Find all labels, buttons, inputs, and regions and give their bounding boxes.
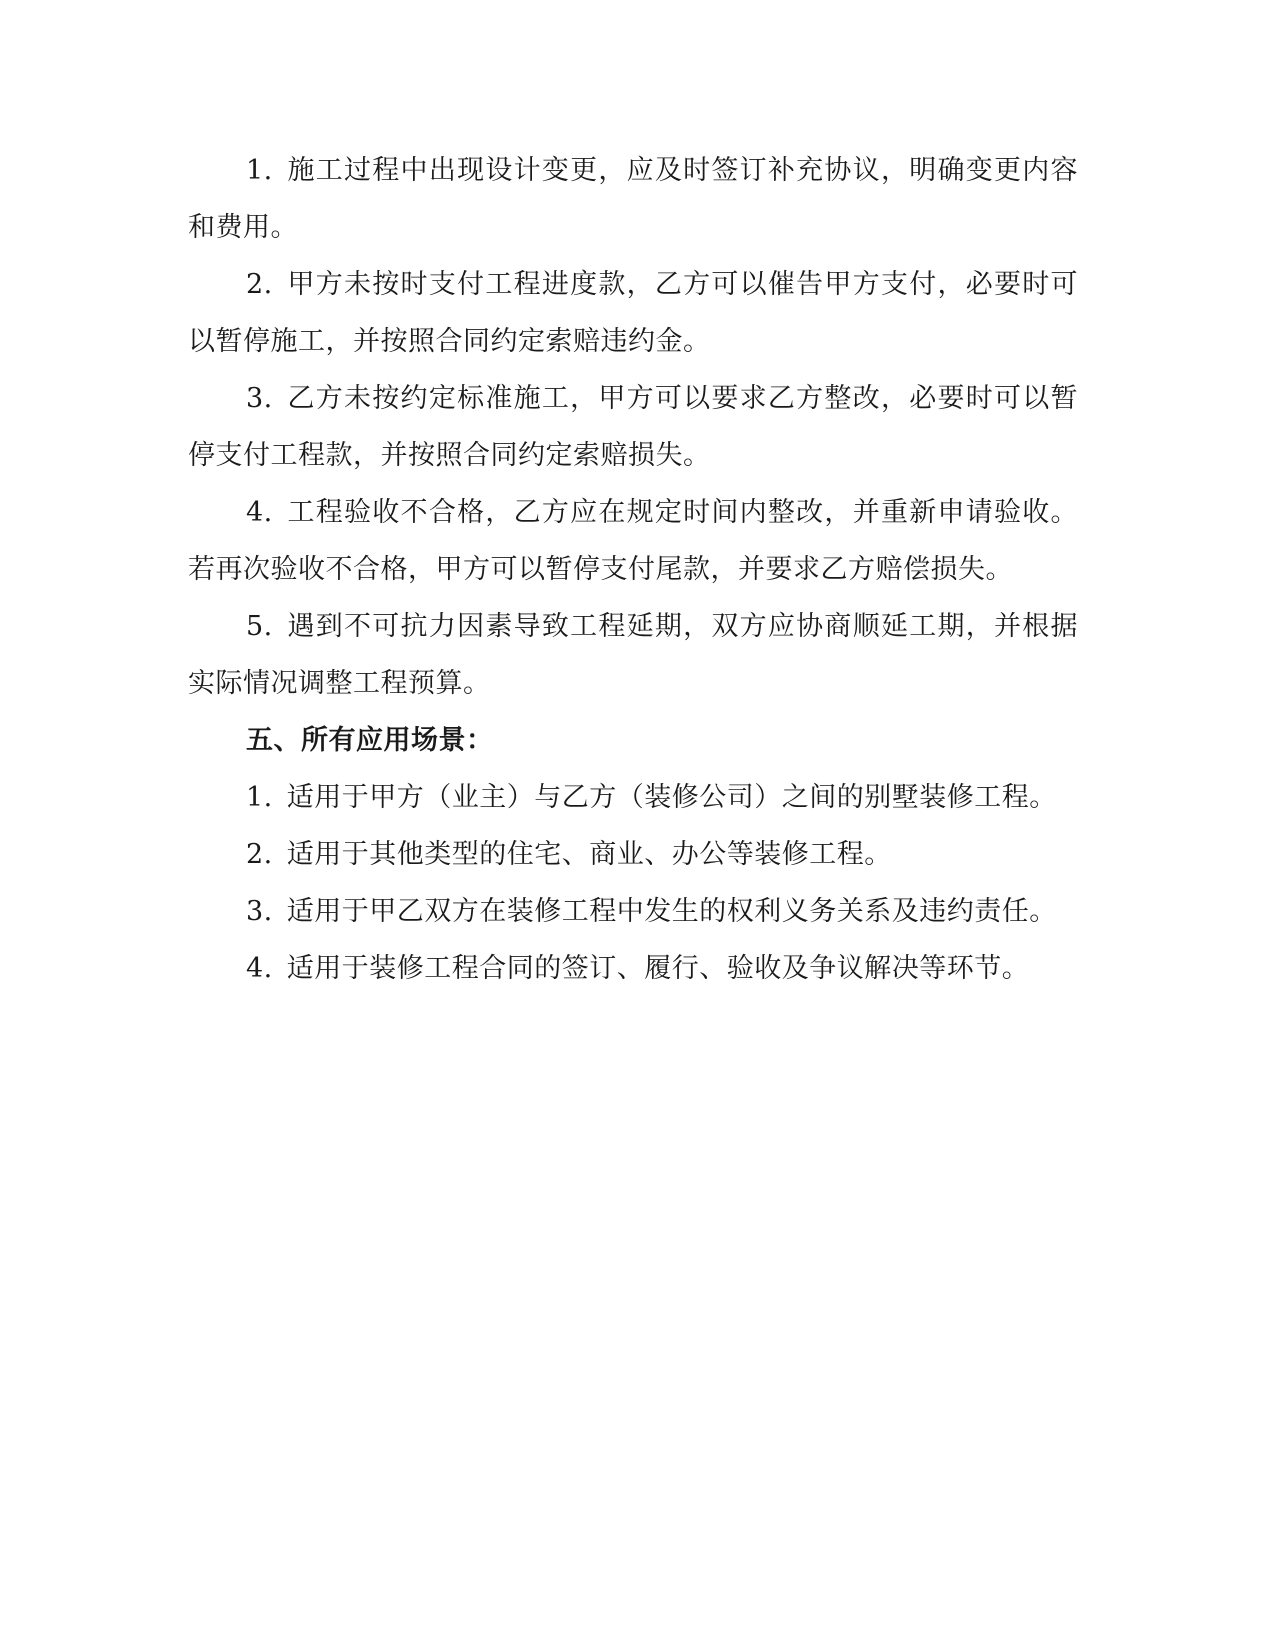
scenario-2: [188, 826, 1078, 883]
clause-text: 乙方未按约定标准施工，甲方可以要求乙方整改，必要时可以暂停支付工程款，并按照合同约定索赔损失。: [188, 383, 1078, 471]
scenario-number: 4.: [246, 953, 273, 984]
clause-3: [188, 370, 1078, 484]
section-heading: 五、所有应用场景：: [246, 725, 494, 756]
clause-number: 1.: [246, 155, 273, 186]
clause-2: [188, 256, 1078, 370]
scenario-number: 2.: [246, 839, 273, 870]
clause-number: 3.: [246, 383, 273, 414]
scenario-3: [188, 883, 1078, 940]
clause-number: 4.: [246, 497, 273, 528]
clause-4: [188, 484, 1078, 598]
clause-text: 工程验收不合格，乙方应在规定时间内整改，并重新申请验收。若再次验收不合格，甲方可以暂停支付尾款，并要求乙方赔偿损失。: [188, 497, 1078, 585]
scenario-1: [188, 769, 1078, 826]
clause-text: 甲方未按时支付工程进度款，乙方可以催告甲方支付，必要时可以暂停施工，并按照合同约定索赔违约金。: [188, 269, 1078, 357]
scenario-text: 适用于装修工程合同的签订、履行、验收及争议解决等环节。: [286, 953, 1030, 984]
scenario-number: 3.: [246, 896, 273, 927]
clause-1: [188, 142, 1078, 256]
scenario-text: 适用于其他类型的住宅、商业、办公等装修工程。: [286, 839, 892, 870]
scenario-text: 适用于甲方（业主）与乙方（装修公司）之间的别墅装修工程。: [286, 782, 1057, 813]
clause-text: 施工过程中出现设计变更，应及时签订补充协议，明确变更内容和费用。: [188, 155, 1078, 243]
scenario-number: 1.: [246, 782, 273, 813]
scenario-4: [188, 940, 1078, 997]
clause-text: 遇到不可抗力因素导致工程延期，双方应协商顺延工期，并根据实际情况调整工程预算。: [188, 611, 1078, 699]
clause-5: [188, 598, 1078, 712]
scenario-text: 适用于甲乙双方在装修工程中发生的权利义务关系及违约责任。: [286, 896, 1057, 927]
clause-number: 5.: [246, 611, 273, 642]
clause-number: 2.: [246, 269, 273, 300]
document-body: [188, 142, 1078, 997]
